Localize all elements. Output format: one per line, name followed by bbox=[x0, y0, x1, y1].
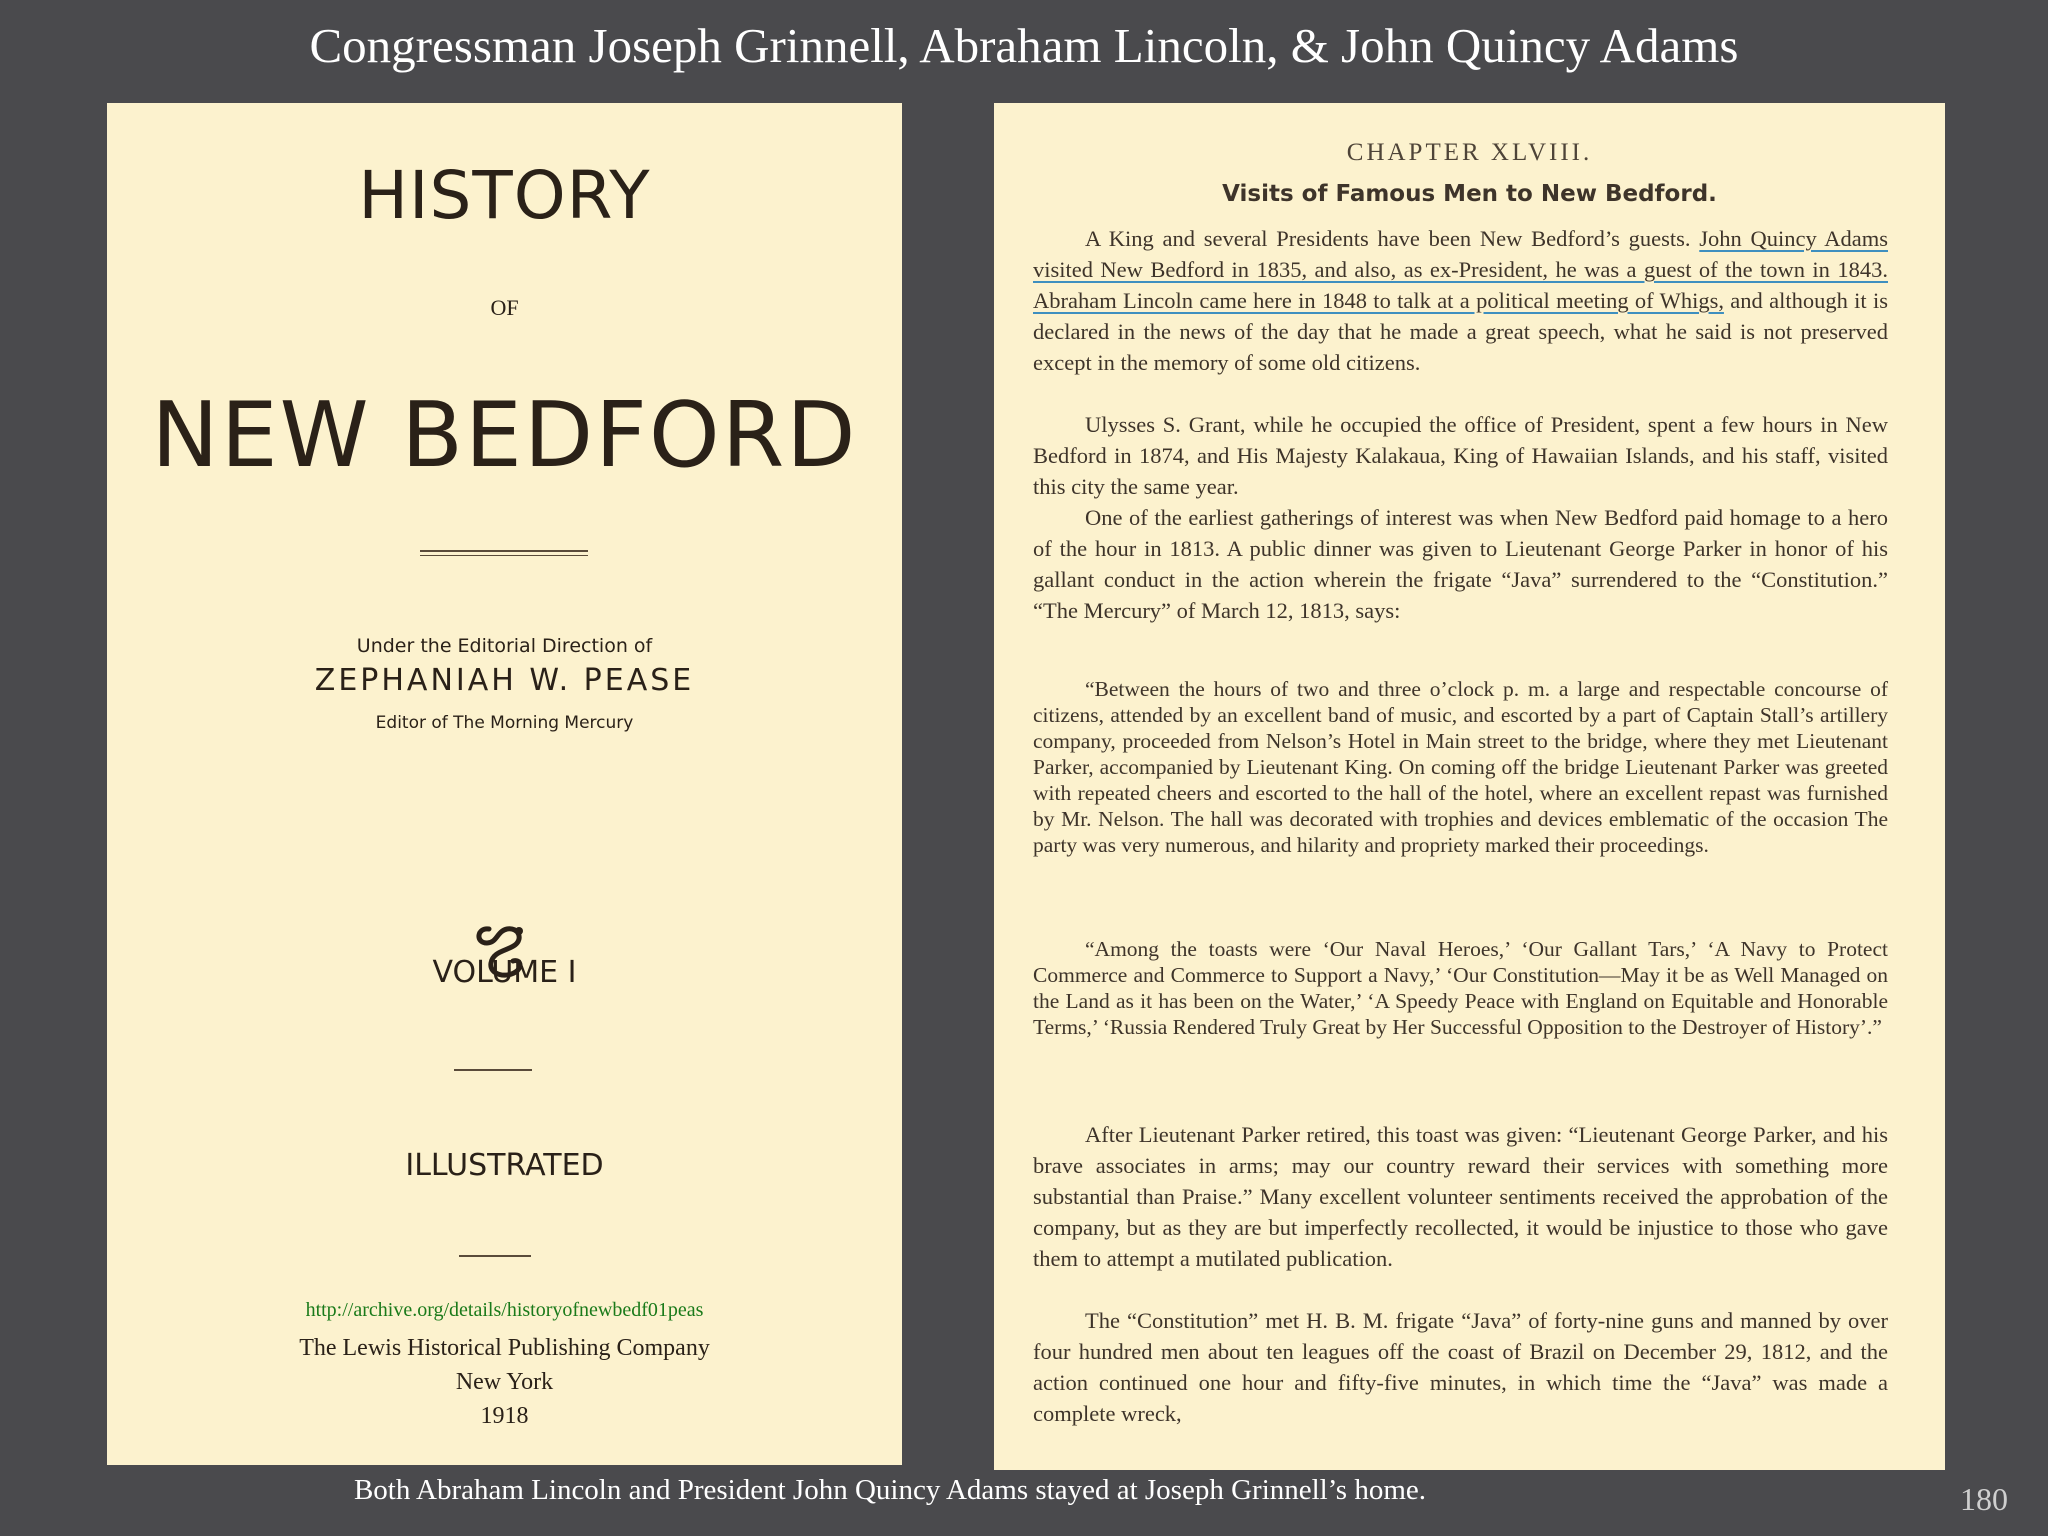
paragraph-grant-visit: Ulysses S. Grant, while he occupied the office of President, spent a few hours in New Bedford in 1874, and His Majesty Kalakaua, King of Hawaiian Islands, and his staff, visited this city the same year. bbox=[1033, 412, 1888, 499]
publication-year: 1918 bbox=[480, 1403, 529, 1429]
title-divider bbox=[420, 550, 588, 556]
paragraph-text: and although it is declared in the news of the day that he made a great speech, what he said is not preserved except in the memory of some old citizens. bbox=[1033, 288, 1888, 375]
chapter-heading: CHAPTER XLVIII. bbox=[1346, 139, 1593, 166]
book-title-new-bedford: NEW BEDFORD bbox=[151, 383, 858, 488]
illustrated-divider bbox=[459, 1255, 531, 1257]
slide-caption: Both Abraham Lincoln and President John Quincy Adams stayed at Joseph Grinnell’s home. bbox=[353, 1474, 1427, 1506]
editor-title: Editor of The Morning Mercury bbox=[375, 713, 634, 733]
publisher-name: The Lewis Historical Publishing Company bbox=[299, 1335, 710, 1361]
book-title-history: HISTORY bbox=[358, 157, 651, 234]
paragraph-toast-given: After Lieutenant Parker retired, this toast was given: “Lieutenant George Parker, and his brave associates in arms; may our country reward their services with something more substantial than Praise.” Many excellent volunteer sentiments received the approbation of the company, but as they are but imperfectly recollected, it would be injustice to those who gave them to attempt a mutilated publication. bbox=[1033, 1122, 1888, 1271]
title-page-scan bbox=[107, 103, 902, 1465]
volume-label: VOLUME I bbox=[432, 955, 577, 990]
highlighted-passage: John Quincy Adams visited New Bedford in 1835, and also, as ex-President, he was a guest of the town in 1843. Abraham Lincoln came here in 1848 to talk at a political meeting of Whigs, bbox=[1033, 226, 1888, 313]
illustrated-label: ILLUSTRATED bbox=[405, 1148, 604, 1183]
slide-title: Congressman Joseph Grinnell, Abraham Lincoln, & John Quincy Adams bbox=[309, 18, 1739, 73]
chapter-page-scan bbox=[994, 103, 1945, 1470]
paragraph-famous-guests bbox=[1033, 223, 1888, 378]
editorial-direction-label: Under the Editorial Direction of bbox=[356, 635, 653, 657]
publisher-city: New York bbox=[455, 1369, 554, 1395]
book-title-of: OF bbox=[490, 295, 519, 320]
slide-page-number: 180 bbox=[1960, 1481, 2008, 1517]
paragraph-parker-dinner: One of the earliest gatherings of interest was when New Bedford paid homage to a hero of the hour in 1813. A public dinner was given to Lieutenant George Parker in honor of his gallant conduct in the action wherein the frigate “Java” surrendered to the “Constitution.” “The Mercury” of March 12, 1813, says: bbox=[1033, 505, 1888, 623]
quote-mercury-account: “Between the hours of two and three o’clock p. m. a large and respectable concourse of citizens, attended by an excellent band of music, and escorted by a part of Captain Stall’s artillery company, proceeded from Nelson’s Hotel in Main street to the bridge, where they met Lieutenant Parker, accompanied by Lieutenant King. On coming off the bridge Lieutenant Parker was greeted with repeated cheers and escorted to the hall of the hotel, where an excellent repast was furnished by Mr. Nelson. The hall was decorated with trophies and devices emblematic of the occasion The party was very numerous, and hilarity and propriety marked their proceedings. bbox=[1033, 677, 1888, 857]
chapter-title: Visits of Famous Men to New Bedford. bbox=[1222, 181, 1717, 207]
paragraph-text: A King and several Presidents have been New Bedford’s guests. bbox=[1085, 226, 1700, 251]
archive-link[interactable]: http://archive.org/details/historyofnewbedf01peas bbox=[305, 1299, 704, 1321]
quote-toasts: “Among the toasts were ‘Our Naval Heroes,’ ‘Our Gallant Tars,’ ‘A Navy to Protect Commerce and Commerce to Support a Navy,’ ‘Our Constitution—May it be as Well Managed on the Land as it has been on the Water,’ ‘A Speedy Peace with England on Equitable and Honorable Terms,’ ‘Russia Rendered Truly Great by Her Successful Opposition to the Destroyer of History’.” bbox=[1033, 937, 1888, 1039]
paragraph-constitution-java: The “Constitution” met H. B. M. frigate “Java” of forty-nine guns and manned by over four hundred men about ten leagues off the coast of Brazil on December 29, 1812, and the action continued one hour and fifty-five minutes, in which time the “Java” was made a complete wreck, bbox=[1033, 1308, 1888, 1426]
volume-divider bbox=[454, 1069, 532, 1071]
editor-name: ZEPHANIAH W. PEASE bbox=[314, 663, 695, 698]
